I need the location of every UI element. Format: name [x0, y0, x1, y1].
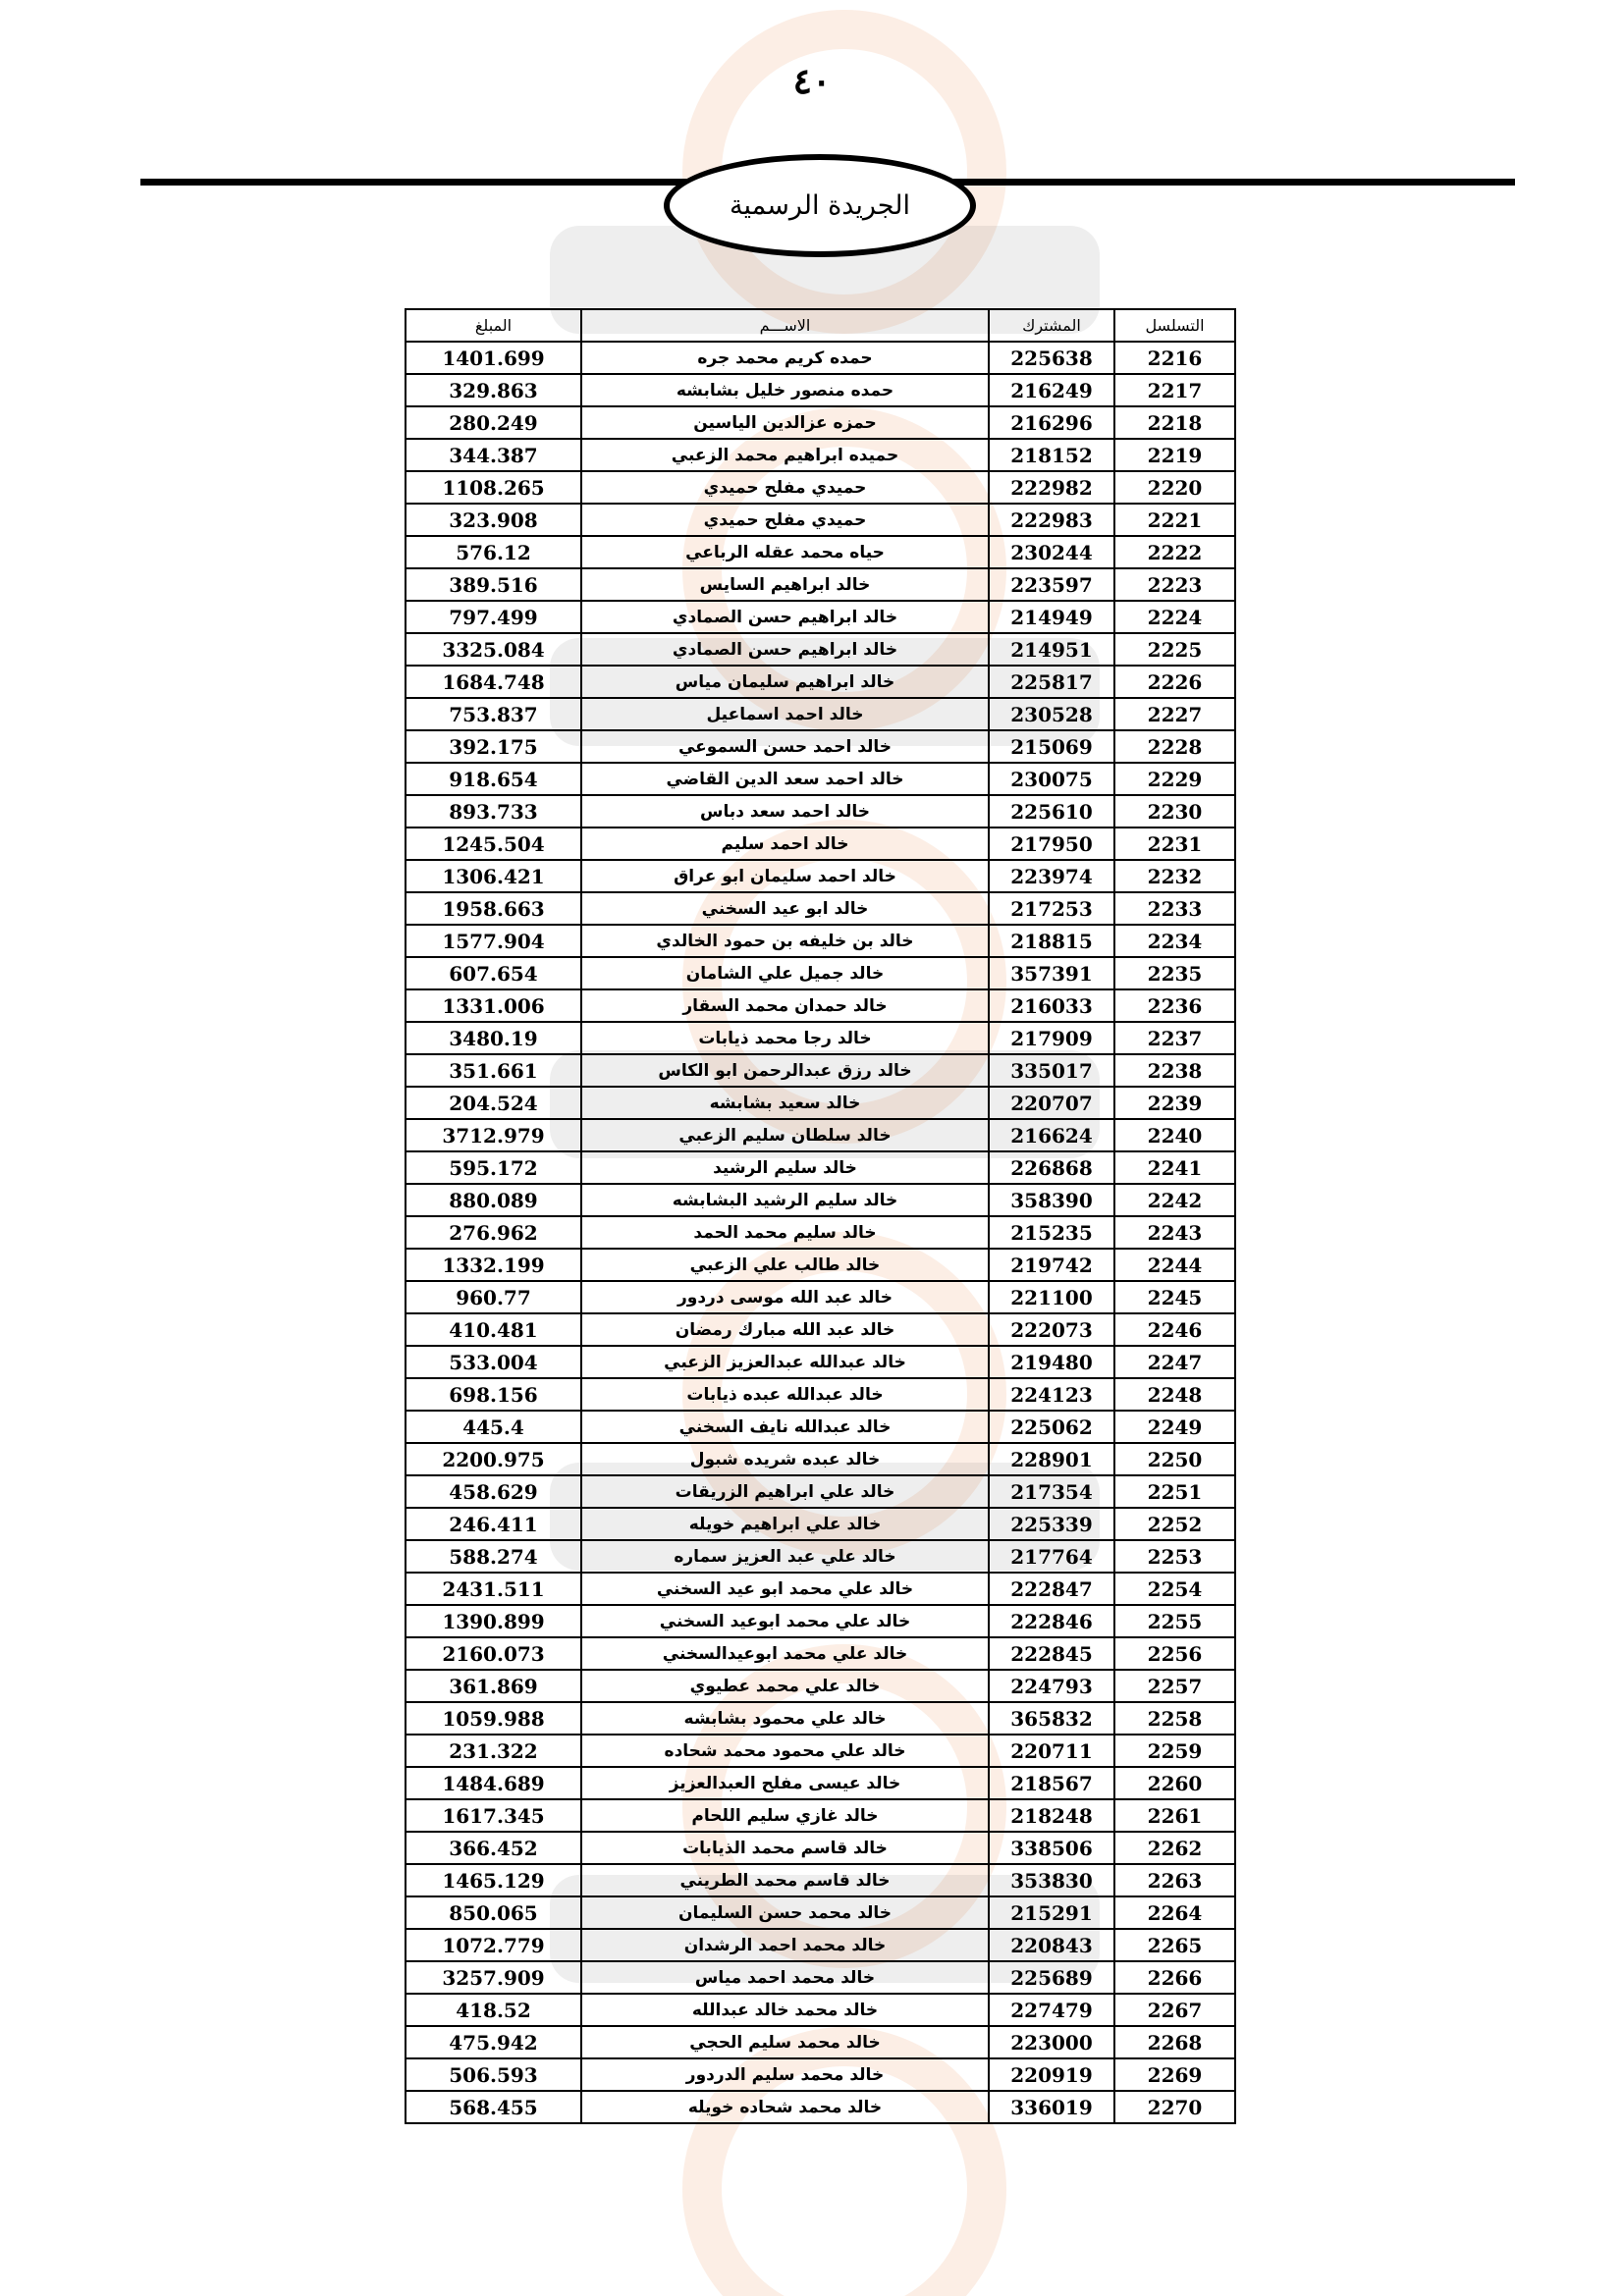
serial-cell: 2235	[1114, 957, 1235, 989]
name-cell: خالد ابراهيم حسن الصمادي	[581, 601, 989, 633]
table-row	[406, 1540, 1235, 1573]
serial-cell: 2257	[1114, 1670, 1235, 1702]
header-name: الاســـم	[581, 309, 989, 342]
subscriber-cell: 338506	[989, 1832, 1114, 1864]
subscriber-cell: 336019	[989, 2091, 1114, 2123]
subscriber-cell: 353830	[989, 1864, 1114, 1896]
subscriber-cell: 335017	[989, 1054, 1114, 1087]
name-cell: خالد رزق عبدالرحمن ابو الكاس	[581, 1054, 989, 1087]
subscriber-cell: 230244	[989, 536, 1114, 568]
name-cell: خالد محمد شحاده خويله	[581, 2091, 989, 2123]
subscriber-cell: 218152	[989, 439, 1114, 471]
table-row	[406, 1573, 1235, 1605]
name-cell: خالد عيسى مفلح العبدالعزيز	[581, 1767, 989, 1799]
serial-cell: 2225	[1114, 633, 1235, 666]
table-row	[406, 568, 1235, 601]
name-cell: خالد ابراهيم سليمان مياس	[581, 666, 989, 698]
table-row	[406, 1605, 1235, 1637]
subscriber-cell: 358390	[989, 1184, 1114, 1216]
name-cell: خالد محمد احمد مياس	[581, 1961, 989, 1994]
table-row	[406, 1670, 1235, 1702]
subscriber-cell: 215235	[989, 1216, 1114, 1249]
subscriber-cell: 220707	[989, 1087, 1114, 1119]
amount-cell: 323.908	[406, 504, 581, 536]
subscriber-cell: 225638	[989, 342, 1114, 374]
subscriber-cell: 220919	[989, 2058, 1114, 2091]
table-row	[406, 957, 1235, 989]
amount-cell: 475.942	[406, 2026, 581, 2058]
subscriber-cell: 365832	[989, 1702, 1114, 1735]
name-cell: خالد علي محمود بشابشه	[581, 1702, 989, 1735]
subscriber-cell: 222073	[989, 1313, 1114, 1346]
table-row	[406, 2026, 1235, 2058]
gazette-title: الجريدة الرسمية	[730, 190, 910, 221]
subscriber-cell: 219742	[989, 1249, 1114, 1281]
serial-cell: 2228	[1114, 730, 1235, 763]
amount-cell: 445.4	[406, 1411, 581, 1443]
table-row	[406, 1508, 1235, 1540]
name-cell: خالد علي محمد عطيوي	[581, 1670, 989, 1702]
amount-cell: 231.322	[406, 1735, 581, 1767]
subscriber-cell: 222845	[989, 1637, 1114, 1670]
serial-cell: 2231	[1114, 828, 1235, 860]
amount-cell: 918.654	[406, 763, 581, 795]
name-cell: خالد سليم الرشيد البشابشه	[581, 1184, 989, 1216]
table-row	[406, 1832, 1235, 1864]
amount-cell: 506.593	[406, 2058, 581, 2091]
amount-cell: 1332.199	[406, 1249, 581, 1281]
amount-cell: 960.77	[406, 1281, 581, 1313]
amount-cell: 698.156	[406, 1378, 581, 1411]
amount-cell: 1684.748	[406, 666, 581, 698]
serial-cell: 2248	[1114, 1378, 1235, 1411]
table-row	[406, 1313, 1235, 1346]
subscriber-cell: 221100	[989, 1281, 1114, 1313]
amount-cell: 533.004	[406, 1346, 581, 1378]
name-cell: خالد عبد الله موسى دردور	[581, 1281, 989, 1313]
subscriber-cell: 357391	[989, 957, 1114, 989]
name-cell: خالد علي محمد ابو عيد السخني	[581, 1573, 989, 1605]
name-cell: خالد محمد سليم الحجي	[581, 2026, 989, 2058]
amount-cell: 418.52	[406, 1994, 581, 2026]
subscriber-cell: 216624	[989, 1119, 1114, 1151]
subscriber-cell: 225610	[989, 795, 1114, 828]
table-row	[406, 601, 1235, 633]
table-row	[406, 795, 1235, 828]
name-cell: خالد محمد سليم الدردور	[581, 2058, 989, 2091]
table-row	[406, 989, 1235, 1022]
subscriber-cell: 223000	[989, 2026, 1114, 2058]
amount-cell: 389.516	[406, 568, 581, 601]
subscriber-cell: 218567	[989, 1767, 1114, 1799]
table-row	[406, 1022, 1235, 1054]
subscriber-cell: 230528	[989, 698, 1114, 730]
subscriber-cell: 219480	[989, 1346, 1114, 1378]
subscriber-cell: 216249	[989, 374, 1114, 406]
table-row	[406, 1346, 1235, 1378]
table-row	[406, 1184, 1235, 1216]
amount-cell: 1245.504	[406, 828, 581, 860]
name-cell: حميدي مفلح حميدي	[581, 471, 989, 504]
name-cell: خالد عبدالله عبدالعزيز الزعبي	[581, 1346, 989, 1378]
name-cell: خالد علي محمود محمد شحاده	[581, 1735, 989, 1767]
subscriber-cell: 216033	[989, 989, 1114, 1022]
name-cell: خالد عبدالله نايف السخني	[581, 1411, 989, 1443]
amount-cell: 280.249	[406, 406, 581, 439]
name-cell: خالد احمد سعد دباس	[581, 795, 989, 828]
serial-cell: 2261	[1114, 1799, 1235, 1832]
serial-cell: 2245	[1114, 1281, 1235, 1313]
name-cell: خالد قاسم محمد الذيابات	[581, 1832, 989, 1864]
table-row	[406, 1799, 1235, 1832]
subscriber-cell: 220843	[989, 1929, 1114, 1961]
table-row	[406, 1087, 1235, 1119]
name-cell: حميدي مفلح حميدي	[581, 504, 989, 536]
serial-cell: 2239	[1114, 1087, 1235, 1119]
header-subscriber: المشترك	[989, 309, 1114, 342]
name-cell: خالد عبدالله عبده ذيابات	[581, 1378, 989, 1411]
amount-cell: 3480.19	[406, 1022, 581, 1054]
subscriber-cell: 222846	[989, 1605, 1114, 1637]
name-cell: خالد عبد الله مبارك رمضان	[581, 1313, 989, 1346]
amount-cell: 588.274	[406, 1540, 581, 1573]
amount-cell: 753.837	[406, 698, 581, 730]
amount-cell: 344.387	[406, 439, 581, 471]
table-row	[406, 374, 1235, 406]
serial-cell: 2220	[1114, 471, 1235, 504]
name-cell: خالد ابو عيد السخني	[581, 892, 989, 925]
table-row	[406, 1864, 1235, 1896]
subscriber-cell: 230075	[989, 763, 1114, 795]
table-row	[406, 828, 1235, 860]
table-row	[406, 471, 1235, 504]
name-cell: خالد حمدان محمد السقار	[581, 989, 989, 1022]
name-cell: خالد علي محمد ابوعيدالسخني	[581, 1637, 989, 1670]
table-row	[406, 1702, 1235, 1735]
name-cell: خالد سليم محمد الحمد	[581, 1216, 989, 1249]
serial-cell: 2247	[1114, 1346, 1235, 1378]
subscriber-cell: 217950	[989, 828, 1114, 860]
table-row	[406, 1929, 1235, 1961]
subscriber-cell: 220711	[989, 1735, 1114, 1767]
table-row	[406, 1411, 1235, 1443]
table-row	[406, 1896, 1235, 1929]
amount-cell: 1331.006	[406, 989, 581, 1022]
serial-cell: 2267	[1114, 1994, 1235, 2026]
amount-cell: 1484.689	[406, 1767, 581, 1799]
amount-cell: 204.524	[406, 1087, 581, 1119]
page-number: ٤٠	[792, 61, 832, 102]
serial-cell: 2236	[1114, 989, 1235, 1022]
serial-cell: 2226	[1114, 666, 1235, 698]
table-row	[406, 1994, 1235, 2026]
subscriber-cell: 225817	[989, 666, 1114, 698]
subscriber-cell: 223597	[989, 568, 1114, 601]
table-row	[406, 504, 1235, 536]
serial-cell: 2219	[1114, 439, 1235, 471]
serial-cell: 2264	[1114, 1896, 1235, 1929]
amount-cell: 1577.904	[406, 925, 581, 957]
amount-cell: 1465.129	[406, 1864, 581, 1896]
subscriber-cell: 222983	[989, 504, 1114, 536]
serial-cell: 2233	[1114, 892, 1235, 925]
serial-cell: 2259	[1114, 1735, 1235, 1767]
amount-cell: 351.661	[406, 1054, 581, 1087]
table-row	[406, 925, 1235, 957]
serial-cell: 2216	[1114, 342, 1235, 374]
amount-cell: 3257.909	[406, 1961, 581, 1994]
name-cell: خالد احمد سليمان ابو عراق	[581, 860, 989, 892]
subscriber-cell: 217909	[989, 1022, 1114, 1054]
serial-cell: 2263	[1114, 1864, 1235, 1896]
table-row	[406, 1735, 1235, 1767]
table-row	[406, 860, 1235, 892]
name-cell: خالد عبده شريده شبول	[581, 1443, 989, 1475]
amount-cell: 595.172	[406, 1151, 581, 1184]
table-row	[406, 342, 1235, 374]
amount-cell: 2160.073	[406, 1637, 581, 1670]
name-cell: حميده ابراهيم محمد الزعبي	[581, 439, 989, 471]
subscriber-cell: 216296	[989, 406, 1114, 439]
name-cell: خالد ابراهيم السايس	[581, 568, 989, 601]
serial-cell: 2246	[1114, 1313, 1235, 1346]
name-cell: خالد قاسم محمد الطريني	[581, 1864, 989, 1896]
table-row	[406, 698, 1235, 730]
header-oval	[664, 154, 976, 257]
amount-cell: 1072.779	[406, 1929, 581, 1961]
subscribers-table	[405, 308, 1236, 2124]
name-cell: خالد بن خليفه بن حمود الخالدي	[581, 925, 989, 957]
table-row	[406, 1443, 1235, 1475]
amount-cell: 576.12	[406, 536, 581, 568]
name-cell: خالد محمد حسن السليمان	[581, 1896, 989, 1929]
name-cell: حياه محمد عقله الرباعي	[581, 536, 989, 568]
serial-cell: 2232	[1114, 860, 1235, 892]
name-cell: خالد طالب علي الزعبي	[581, 1249, 989, 1281]
amount-cell: 1617.345	[406, 1799, 581, 1832]
table-row	[406, 1475, 1235, 1508]
amount-cell: 410.481	[406, 1313, 581, 1346]
serial-cell: 2270	[1114, 2091, 1235, 2123]
name-cell: خالد علي ابراهيم الزريقات	[581, 1475, 989, 1508]
subscriber-cell: 218248	[989, 1799, 1114, 1832]
serial-cell: 2222	[1114, 536, 1235, 568]
name-cell: حمده منصور خليل بشابشه	[581, 374, 989, 406]
amount-cell: 1108.265	[406, 471, 581, 504]
serial-cell: 2254	[1114, 1573, 1235, 1605]
serial-cell: 2252	[1114, 1508, 1235, 1540]
subscriber-cell: 215069	[989, 730, 1114, 763]
table-row	[406, 1151, 1235, 1184]
amount-cell: 1059.988	[406, 1702, 581, 1735]
amount-cell: 568.455	[406, 2091, 581, 2123]
serial-cell: 2241	[1114, 1151, 1235, 1184]
serial-cell: 2266	[1114, 1961, 1235, 1994]
subscriber-cell: 215291	[989, 1896, 1114, 1929]
amount-cell: 2431.511	[406, 1573, 581, 1605]
name-cell: خالد سلطان سليم الزعبي	[581, 1119, 989, 1151]
amount-cell: 366.452	[406, 1832, 581, 1864]
table-row	[406, 1119, 1235, 1151]
subscriber-cell: 225339	[989, 1508, 1114, 1540]
amount-cell: 1401.699	[406, 342, 581, 374]
serial-cell: 2229	[1114, 763, 1235, 795]
serial-cell: 2260	[1114, 1767, 1235, 1799]
amount-cell: 246.411	[406, 1508, 581, 1540]
name-cell: خالد سعيد بشابشه	[581, 1087, 989, 1119]
table-row	[406, 1378, 1235, 1411]
table-row	[406, 406, 1235, 439]
serial-cell: 2221	[1114, 504, 1235, 536]
amount-cell: 880.089	[406, 1184, 581, 1216]
name-cell: خالد احمد اسماعيل	[581, 698, 989, 730]
amount-cell: 392.175	[406, 730, 581, 763]
serial-cell: 2265	[1114, 1929, 1235, 1961]
subscriber-cell: 217253	[989, 892, 1114, 925]
subscriber-cell: 224123	[989, 1378, 1114, 1411]
serial-cell: 2223	[1114, 568, 1235, 601]
amount-cell: 607.654	[406, 957, 581, 989]
table-row	[406, 536, 1235, 568]
serial-cell: 2243	[1114, 1216, 1235, 1249]
subscriber-cell: 224793	[989, 1670, 1114, 1702]
table-row	[406, 1249, 1235, 1281]
serial-cell: 2242	[1114, 1184, 1235, 1216]
serial-cell: 2227	[1114, 698, 1235, 730]
subscriber-cell: 222847	[989, 1573, 1114, 1605]
table-row	[406, 1054, 1235, 1087]
serial-cell: 2253	[1114, 1540, 1235, 1573]
header-amount: المبلغ	[406, 309, 581, 342]
header-serial: التسلسل	[1114, 309, 1235, 342]
subscriber-cell: 226868	[989, 1151, 1114, 1184]
table-row	[406, 1637, 1235, 1670]
amount-cell: 1306.421	[406, 860, 581, 892]
name-cell: خالد محمد احمد الرشدان	[581, 1929, 989, 1961]
serial-cell: 2224	[1114, 601, 1235, 633]
subscriber-cell: 225689	[989, 1961, 1114, 1994]
subscriber-cell: 228901	[989, 1443, 1114, 1475]
amount-cell: 2200.975	[406, 1443, 581, 1475]
serial-cell: 2250	[1114, 1443, 1235, 1475]
subscriber-cell: 227479	[989, 1994, 1114, 2026]
name-cell: خالد احمد سليم	[581, 828, 989, 860]
table-row	[406, 2091, 1235, 2123]
subscriber-cell: 223974	[989, 860, 1114, 892]
serial-cell: 2255	[1114, 1605, 1235, 1637]
name-cell: خالد رجا محمد ذيابات	[581, 1022, 989, 1054]
table-row	[406, 633, 1235, 666]
amount-cell: 797.499	[406, 601, 581, 633]
table-row	[406, 2058, 1235, 2091]
serial-cell: 2268	[1114, 2026, 1235, 2058]
subscriber-cell: 225062	[989, 1411, 1114, 1443]
subscriber-cell: 217354	[989, 1475, 1114, 1508]
name-cell: خالد ابراهيم حسن الصمادي	[581, 633, 989, 666]
subscriber-cell: 218815	[989, 925, 1114, 957]
name-cell: خالد سليم الرشيد	[581, 1151, 989, 1184]
serial-cell: 2237	[1114, 1022, 1235, 1054]
serial-cell: 2218	[1114, 406, 1235, 439]
table-row	[406, 730, 1235, 763]
table-header-row	[406, 309, 1235, 342]
amount-cell: 458.629	[406, 1475, 581, 1508]
serial-cell: 2269	[1114, 2058, 1235, 2091]
name-cell: خالد احمد سعد الدين القاضي	[581, 763, 989, 795]
serial-cell: 2240	[1114, 1119, 1235, 1151]
table-row	[406, 666, 1235, 698]
amount-cell: 329.863	[406, 374, 581, 406]
table-row	[406, 439, 1235, 471]
amount-cell: 1390.899	[406, 1605, 581, 1637]
subscriber-cell: 217764	[989, 1540, 1114, 1573]
name-cell: خالد غازي سليم اللحام	[581, 1799, 989, 1832]
serial-cell: 2244	[1114, 1249, 1235, 1281]
serial-cell: 2249	[1114, 1411, 1235, 1443]
serial-cell: 2262	[1114, 1832, 1235, 1864]
subscriber-cell: 222982	[989, 471, 1114, 504]
serial-cell: 2230	[1114, 795, 1235, 828]
table-row	[406, 892, 1235, 925]
amount-cell: 361.869	[406, 1670, 581, 1702]
name-cell: خالد جميل علي الشامان	[581, 957, 989, 989]
table-row	[406, 1216, 1235, 1249]
table-row	[406, 1961, 1235, 1994]
serial-cell: 2256	[1114, 1637, 1235, 1670]
table-row	[406, 763, 1235, 795]
amount-cell: 3712.979	[406, 1119, 581, 1151]
name-cell: خالد محمد خالد عبدالله	[581, 1994, 989, 2026]
name-cell: خالد علي ابراهيم خويله	[581, 1508, 989, 1540]
name-cell: خالد علي عبد العزيز سماره	[581, 1540, 989, 1573]
subscriber-cell: 214949	[989, 601, 1114, 633]
amount-cell: 850.065	[406, 1896, 581, 1929]
name-cell: حمزه عزالدين الياسين	[581, 406, 989, 439]
name-cell: خالد احمد حسن السموعي	[581, 730, 989, 763]
serial-cell: 2217	[1114, 374, 1235, 406]
serial-cell: 2234	[1114, 925, 1235, 957]
serial-cell: 2238	[1114, 1054, 1235, 1087]
amount-cell: 276.962	[406, 1216, 581, 1249]
amount-cell: 3325.084	[406, 633, 581, 666]
table-row	[406, 1767, 1235, 1799]
amount-cell: 893.733	[406, 795, 581, 828]
subscriber-cell: 214951	[989, 633, 1114, 666]
serial-cell: 2258	[1114, 1702, 1235, 1735]
serial-cell: 2251	[1114, 1475, 1235, 1508]
table-row	[406, 1281, 1235, 1313]
amount-cell: 1958.663	[406, 892, 581, 925]
name-cell: خالد علي محمد ابوعيد السخني	[581, 1605, 989, 1637]
name-cell: حمده كريم محمد جره	[581, 342, 989, 374]
